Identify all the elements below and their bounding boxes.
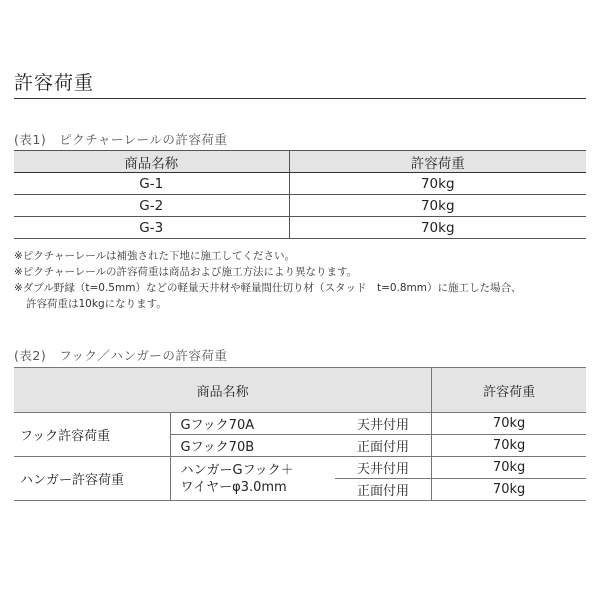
- header-product-name: 商品名称: [14, 151, 289, 173]
- product-name-cell: G-1: [14, 173, 289, 195]
- table-row: [14, 173, 586, 195]
- title-divider: [14, 98, 586, 99]
- load-cell: 70kg: [432, 413, 586, 435]
- table1-caption: (表1) ピクチャーレールの許容荷重: [14, 132, 228, 147]
- table-header-row: [14, 368, 586, 413]
- page-title: 許容荷重: [14, 72, 95, 94]
- table-header-row: [14, 151, 586, 173]
- product-cell: [170, 457, 335, 501]
- mount-type-cell: 正面付用: [335, 435, 432, 457]
- mount-type-cell: 正面付用: [335, 479, 432, 501]
- note-line: ※ピクチャーレールは補強された下地に施工してください。: [14, 250, 296, 262]
- category-cell: フック許容荷重: [14, 413, 170, 457]
- load-cell: 70kg: [289, 217, 586, 239]
- note-line: 許容荷重は10kgになります。: [26, 298, 167, 310]
- table-row: [14, 413, 586, 435]
- note-line: ※ピクチャーレールの許容荷重は商品および施工方法により異なります。: [14, 266, 358, 278]
- table2-caption: (表2) フック／ハンガーの許容荷重: [14, 348, 228, 363]
- table-row: [14, 195, 586, 217]
- note-line: ※ダブル野縁（t=0.5mm）などの軽量天井材や軽量間仕切り材（スタッド t=0.8mm）に施工した場合、: [14, 282, 522, 294]
- load-cell: 70kg: [432, 479, 586, 501]
- table-row: [14, 217, 586, 239]
- product-line: ハンガーGフック＋: [180, 462, 294, 478]
- load-cell: 70kg: [289, 173, 586, 195]
- product-name-cell: G-2: [14, 195, 289, 217]
- picture-rail-load-table: [14, 150, 586, 239]
- product-line: ワイヤーφ3.0mm: [180, 479, 287, 495]
- header-allowable-load: 許容荷重: [432, 368, 586, 413]
- product-cell: Gフック70A: [170, 413, 335, 435]
- load-cell: 70kg: [289, 195, 586, 217]
- header-allowable-load: 許容荷重: [289, 151, 586, 173]
- product-name-cell: G-3: [14, 217, 289, 239]
- mount-type-cell: 天井付用: [335, 457, 432, 479]
- notes-block: [14, 248, 522, 312]
- category-cell: ハンガー許容荷重: [14, 457, 170, 501]
- mount-type-cell: 天井付用: [335, 413, 432, 435]
- load-cell: 70kg: [432, 435, 586, 457]
- load-cell: 70kg: [432, 457, 586, 479]
- table-row: [14, 457, 586, 479]
- product-cell: Gフック70B: [170, 435, 335, 457]
- header-product-name: 商品名称: [14, 368, 432, 413]
- hook-hanger-load-table: [14, 367, 586, 501]
